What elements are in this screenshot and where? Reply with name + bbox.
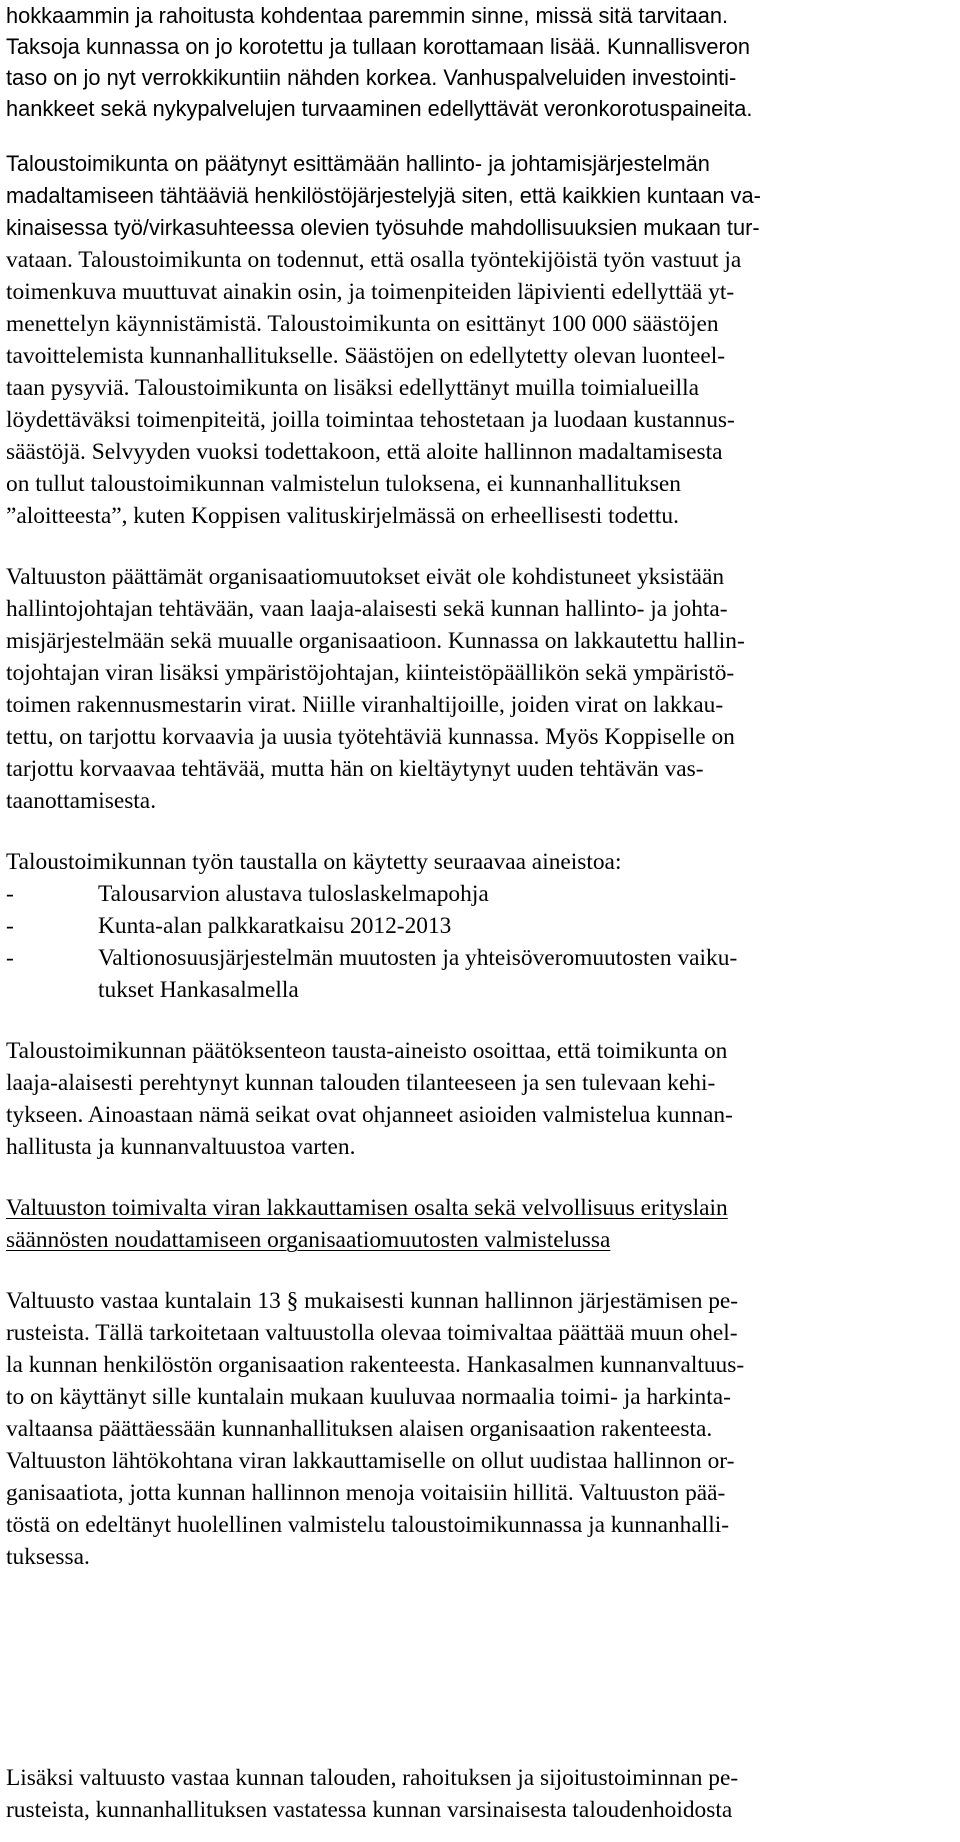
text-line: valtaansa päättäessään kunnanhallituksen alaisen organisaation rakenteesta. xyxy=(6,1416,713,1442)
text-line: rusteista, kunnanhallituksen vastatessa kunnan varsinaisesta taloudenhoidosta xyxy=(6,1797,733,1823)
text-line: rusteista. Tällä tarkoitetaan valtuustolla olevaa toimivaltaa päättää muun ohel- xyxy=(6,1320,738,1346)
text-line: toimen rakennusmestarin virat. Niille viranhaltijoille, joiden virat on lakkau- xyxy=(6,692,724,718)
text-line: taso on jo nyt verrokkikuntiin nähden korkea. Vanhuspalveluiden investointi- xyxy=(6,65,737,90)
text-line: tarjottu korvaavaa tehtävää, mutta hän on kieltäytynyt uuden tehtävän vas- xyxy=(6,756,704,782)
text-line: töstä on edeltänyt huolellinen valmistelu taloustoimikunnassa ja kunnanhalli- xyxy=(6,1512,730,1538)
text-line: Valtuuston päättämät organisaatiomuutokset eivät ole kohdistuneet yksistään xyxy=(6,564,725,590)
text-line: kinaisessa työ/virkasuhteessa olevien työsuhde mahdollisuuksien mukaan tur- xyxy=(6,215,760,240)
text-line: tuksessa. xyxy=(6,1544,90,1570)
text-line: Valtuusto vastaa kuntalain 13 § mukaisesti kunnan hallinnon järjestämisen pe- xyxy=(6,1288,739,1314)
text-line: hokkaammin ja rahoitusta kohdentaa paremmin sinne, missä sitä tarvitaan. xyxy=(6,3,729,28)
list-bullet: - xyxy=(6,945,14,971)
text-line: löydettäväksi toimenpiteitä, joilla toimintaa tehostetaan ja luodaan kustannus- xyxy=(6,407,735,433)
text-line: Taloustoimikunnan työn taustalla on käytetty seuraavaa aineistoa: xyxy=(6,849,622,875)
text-line: misjärjestelmään sekä muualle organisaatioon. Kunnassa on lakkautettu hallin- xyxy=(6,628,745,654)
text-line: to on käyttänyt sille kuntalain mukaan kuuluvaa normaalia toimi- ja harkinta- xyxy=(6,1384,731,1410)
text-line: säästöjä. Selvyyden vuoksi todettakoon, että aloite hallinnon madaltamisesta xyxy=(6,439,723,465)
list-item: Talousarvion alustava tuloslaskelmapohja xyxy=(98,881,489,907)
text-line: Taloustoimikunta on päätynyt esittämään hallinto- ja johtamisjärjestelmän xyxy=(6,151,710,176)
text-line: Valtuuston lähtökohtana viran lakkauttamiselle on ollut uudistaa hallinnon or- xyxy=(6,1448,735,1474)
text-line: hallintojohtajan tehtävään, vaan laaja-alaisesti sekä kunnan hallinto- ja johta- xyxy=(6,596,728,622)
text-line: hankkeet sekä nykypalvelujen turvaaminen edellyttävät veronkorotuspaineita. xyxy=(6,96,753,121)
text-line: taan pysyviä. Taloustoimikunta on lisäksi edellyttänyt muilla toimialueilla xyxy=(6,375,700,401)
text-line: on tullut taloustoimikunnan valmistelun tuloksena, ei kunnanhallituksen xyxy=(6,471,681,497)
text-line: tojohtajan viran lisäksi ympäristöjohtajan, kiinteistöpäällikön sekä ympäristö- xyxy=(6,660,735,686)
text-line: vataan. Taloustoimikunta on todennut, että osalla työntekijöistä työn vastuut ja xyxy=(6,247,742,273)
heading-line xyxy=(6,1224,610,1256)
text-line: Lisäksi valtuusto vastaa kunnan talouden, rahoituksen ja sijoitustoiminnan pe- xyxy=(6,1765,739,1791)
text-line: tettu, on tarjottu korvaavia ja uusia työtehtäviä kunnassa. Myös Koppiselle on xyxy=(6,724,735,750)
text-line: madaltamiseen tähtääviä henkilöstöjärjestelyjä siten, että kaikkien kuntaan va- xyxy=(6,183,761,208)
text-line: tykseen. Ainoastaan nämä seikat ovat ohjanneet asioiden valmistelua kunnan- xyxy=(6,1102,733,1128)
text-line: taanottamisesta. xyxy=(6,788,157,814)
list-item-continuation: tukset Hankasalmella xyxy=(98,977,299,1003)
text-line: Taloustoimikunnan päätöksenteon tausta-aineisto osoittaa, että toimikunta on xyxy=(6,1038,728,1064)
list-item: Kunta-alan palkkaratkaisu 2012-2013 xyxy=(98,913,452,939)
text-line: menettelyn käynnistämistä. Taloustoimikunta on esittänyt 100 000 säästöjen xyxy=(6,311,719,337)
list-item: Valtionosuusjärjestelmän muutosten ja yhteisöveromuutosten vaiku- xyxy=(98,945,738,971)
heading-text: säännösten noudattamiseen organisaatiomuutosten valmistelussa xyxy=(6,1227,611,1253)
text-line: tavoittelemista kunnanhallitukselle. Säästöjen on edellytetty olevan luonteel- xyxy=(6,343,726,369)
list-bullet: - xyxy=(6,913,14,939)
text-line: ”aloitteesta”, kuten Koppisen valituskirjelmässä on erheellisesti todettu. xyxy=(6,503,679,529)
list-bullet: - xyxy=(6,881,14,907)
heading-text: Valtuuston toimivalta viran lakkauttamisen osalta sekä velvollisuus erityslain xyxy=(6,1195,728,1221)
text-line: la kunnan henkilöstön organisaation rakenteesta. Hankasalmen kunnanvaltuus- xyxy=(6,1352,745,1378)
text-line: Taksoja kunnassa on jo korotettu ja tullaan korottamaan lisää. Kunnallisveron xyxy=(6,34,750,59)
text-line: toimenkuva muuttuvat ainakin osin, ja toimenpiteiden läpivienti edellyttää yt- xyxy=(6,279,735,305)
text-line: ganisaatiota, jotta kunnan hallinnon menoja voitaisiin hillitä. Valtuuston pää- xyxy=(6,1480,726,1506)
heading-line xyxy=(6,1192,728,1224)
text-line: hallitusta ja kunnanvaltuustoa varten. xyxy=(6,1134,356,1160)
text-line: laaja-alaisesti perehtynyt kunnan talouden tilanteeseen ja sen tulevaan kehi- xyxy=(6,1070,716,1096)
